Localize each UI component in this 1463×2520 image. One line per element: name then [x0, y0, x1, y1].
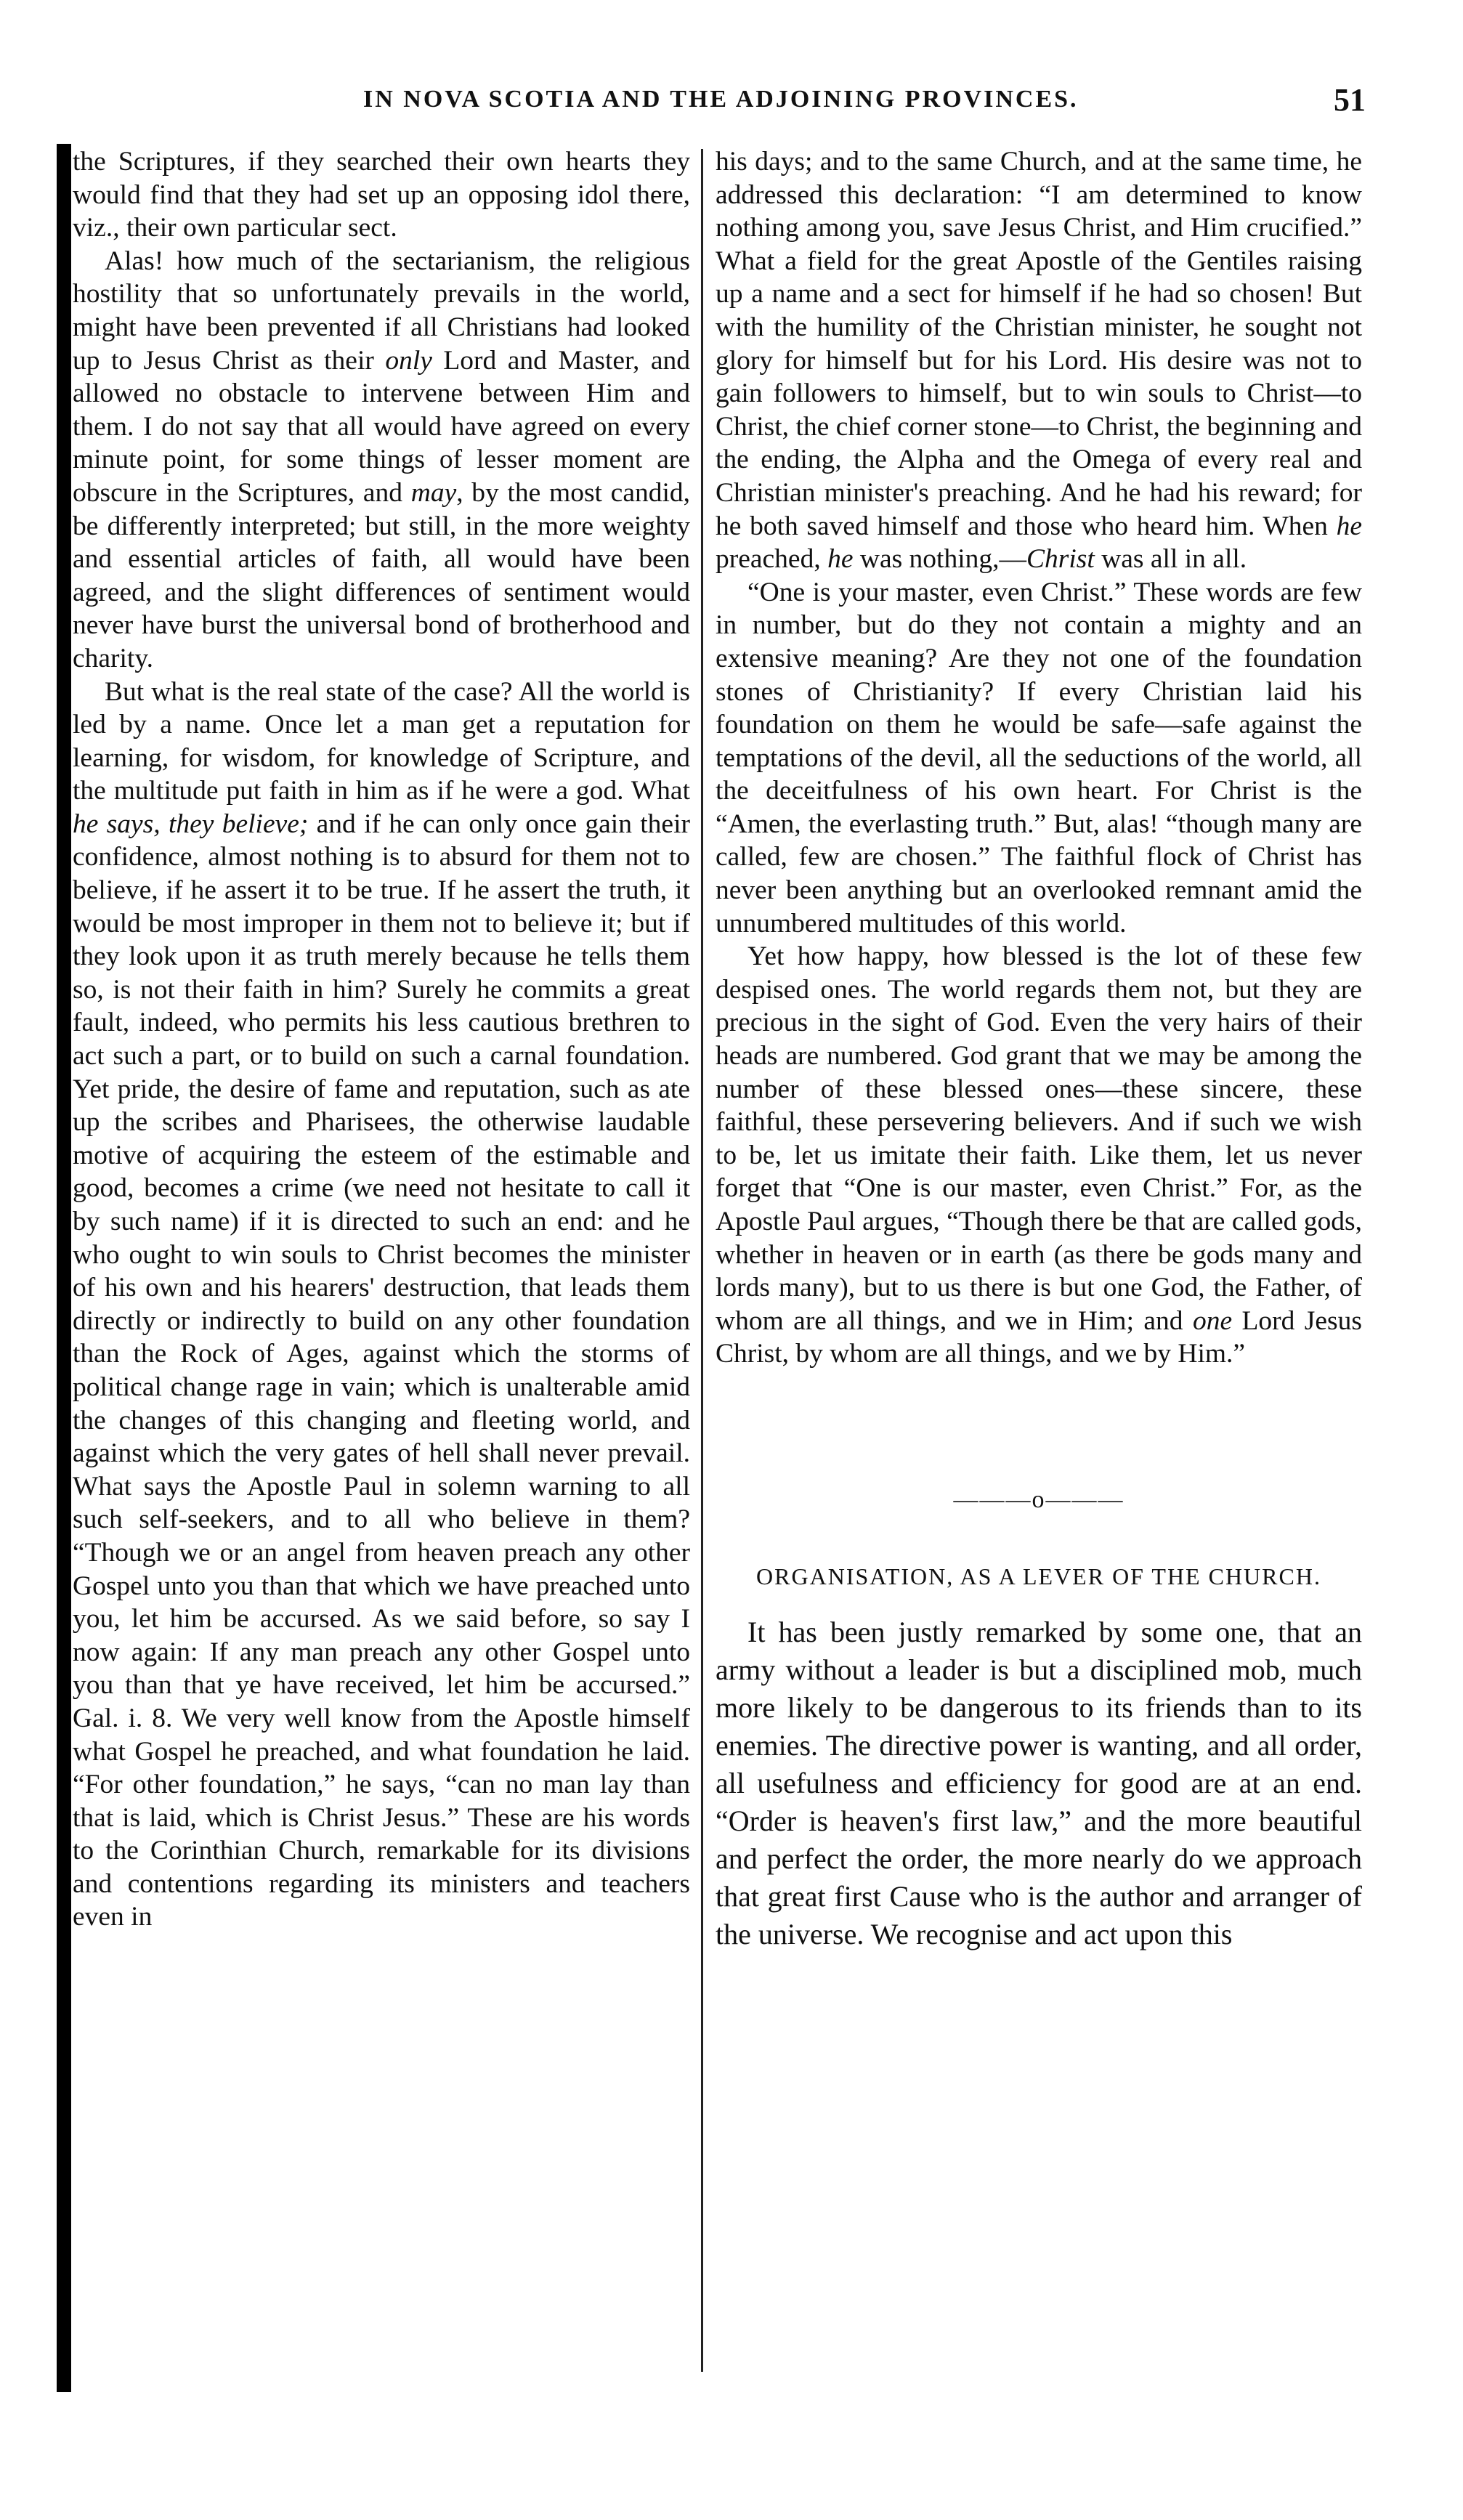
page-number: 51 — [1334, 82, 1366, 118]
paragraph-continuation — [716, 145, 1362, 576]
section-heading: ORGANISATION, AS A LEVER OF THE CHURCH. — [756, 1563, 1321, 1589]
text-run: Alas! how much of the sectarianism, the religious hostility that so unfortunately prevails in the world, might have been prevented if all Christians had looked up to Jesus Christ as their — [73, 246, 690, 376]
section-ornament: ———o——— — [953, 1486, 1124, 1513]
text-run: But what is the real state of the case? All the world is led by a name. Once let a man get a reputation for learning, for wisdom, for knowledge of Scripture, and the multitude put faith in him as if he were a god. What — [73, 676, 690, 806]
binding-shadow — [57, 144, 71, 2392]
text-run: Lord Jesus Christ, by whom are all things, and we by Him.” — [716, 1305, 1362, 1369]
paragraph-one-is-your-master: “One is your master, even Christ.” These words are few in number, but do they not contain a mighty and an extensive meaning? Are they not one of the foundation stones of Christianity? If every Christian laid his foundation on them he would be safe—safe against the temptations of the devil, all the seductions of the world, all the deceitfulness of his own heart. For Christ is the “Amen, the everlasting truth.” But, alas! “though many are called, few are chosen.” The faithful flock of Christ has never been anything but an overlooked remnant amid the unnumbered multitudes of this world. — [716, 577, 1362, 939]
text-run: preached, — [716, 544, 828, 575]
text-run: Yet how happy, how blessed is the lot of these few despised ones. The world regards them not, but they are precious in the sight of God. Even the very hairs of their heads are numbered. God grant that we may be among the number of these blessed ones—these sincere, these faithful, these persevering believers. And if such we wish to be, let us imitate their faith. Like them, let us never forget that “One is our master, even Christ.” For, as the Apostle Paul argues, “Though there be that are called gods, whether in heaven or in earth (as there be gods many and lords many), but to us there is but one God, the Father, of whom are all things, and we in Him; and — [716, 941, 1362, 1336]
emphasis-text: he says, they believe; — [73, 809, 309, 839]
paragraph-alas — [73, 245, 690, 676]
right-column — [716, 145, 1362, 1953]
text-run: Lord and Master, and allowed no obstacle to intervene between Him and them. I do not say that all would have agreed on every minute point, for some things of lesser moment are obscure in the Scriptures, and — [73, 345, 690, 508]
page-header — [320, 82, 1366, 137]
running-head: IN NOVA SCOTIA AND THE ADJOINING PROVINCES. — [363, 86, 1079, 113]
emphasis-text: only — [385, 345, 432, 376]
paragraph-real-state — [73, 676, 690, 1934]
paragraph-continuation: the Scriptures, if they searched their own hearts they would find that they had set up an opposing idol there, viz., their own particular sect. — [73, 147, 690, 243]
emphasis-text: may — [410, 477, 457, 508]
paragraph-yet-how-happy — [716, 940, 1362, 1371]
text-run: was all in all. — [1094, 544, 1247, 575]
left-column — [73, 145, 690, 1934]
column-divider — [701, 149, 703, 2372]
paragraph-organisation: It has been justly remarked by some one, that an army without a leader is but a disciplined mob, much more likely to be dangerous to its friends than to its enemies. The directive power is wanting, and all order, all usefulness and efficiency for good are at an end. “Order is heaven's first law,” and the more beautiful and perfect the order, the more nearly do we approach that great first Cause who is the author and arranger of the universe. We recognise and act upon this — [716, 1616, 1362, 1951]
emphasis-text: Christ — [1026, 544, 1095, 575]
text-run: his days; and to the same Church, and at the same time, he addressed this declaration: “I am determined to know nothing among you, save Jesus Christ, and Him crucified.” What a field for the great Apostle of the Gentiles raising up a name and a sect for himself if he had so chosen! But with the humility of the Christian minister, he sought not glory for himself but for his Lord. His desire was not to gain followers to himself, but to win souls to Christ—to Christ, the chief corner stone—to Christ, the beginning and the ending, the Alpha and the Omega of every real and Christian minister's preaching. And he had his reward; for he both saved himself and those who heard him. When — [716, 147, 1362, 541]
emphasis-text: he — [1336, 511, 1362, 541]
emphasis-text: he — [827, 544, 854, 575]
text-run: , by the most candid, be differently interpreted; but still, in the more weighty and essential articles of faith, all would have been agreed, and the slight differences of sentiment would never have burst the universal bond of brotherhood and charity. — [73, 477, 691, 673]
emphasis-text: one — [1192, 1305, 1233, 1336]
text-run: was nothing,— — [853, 544, 1027, 575]
text-run: and if he can only once gain their confidence, almost nothing is to absurd for them not to believe, if he assert it to be true. If he assert the truth, it would be most improper in them not to believe it; but if they look upon it as truth merely because he tells them so, is not their faith in him? Surely he commits a great fault, indeed, who permits his less cautious brethren to act such a part, or to build on such a carnal foundation. Yet pride, the desire of fame and reputation, such as ate up the scribes and Pharisees, the otherwise laudable motive of acquiring the esteem of the estimable and good, becomes a crime (we need not hesitate to call it by such name) if it is directed to such an end: and he who ought to win souls to Christ becomes the minister of his own and his hearers' destruction, that leads them directly or indirectly to build on any other foundation than the Rock of Ages, against which the storms of political change rage in vain; which is unalterable amid the changes of this changing and fleeting world, and against which the very gates of hell shall never prevail. What says the Apostle Paul in solemn warning to all such self-seekers, and to all who believe in them? “Though we or an angel from heaven preach any other Gospel unto you than that which we have preached unto you, let him be accursed. As we said before, so say I now again: If any man preach any other Gospel unto you than that ye have received, let him be accursed.” Gal. i. 8. We very well know from the Apostle himself what Gospel he preached, and what foundation he laid. “For other foundation,” he says, “can no man lay than that is laid, which is Christ Jesus.” These are his words to the Corinthian Church, remarkable for its divisions and contentions regarding its ministers and teachers even in — [73, 809, 690, 1932]
